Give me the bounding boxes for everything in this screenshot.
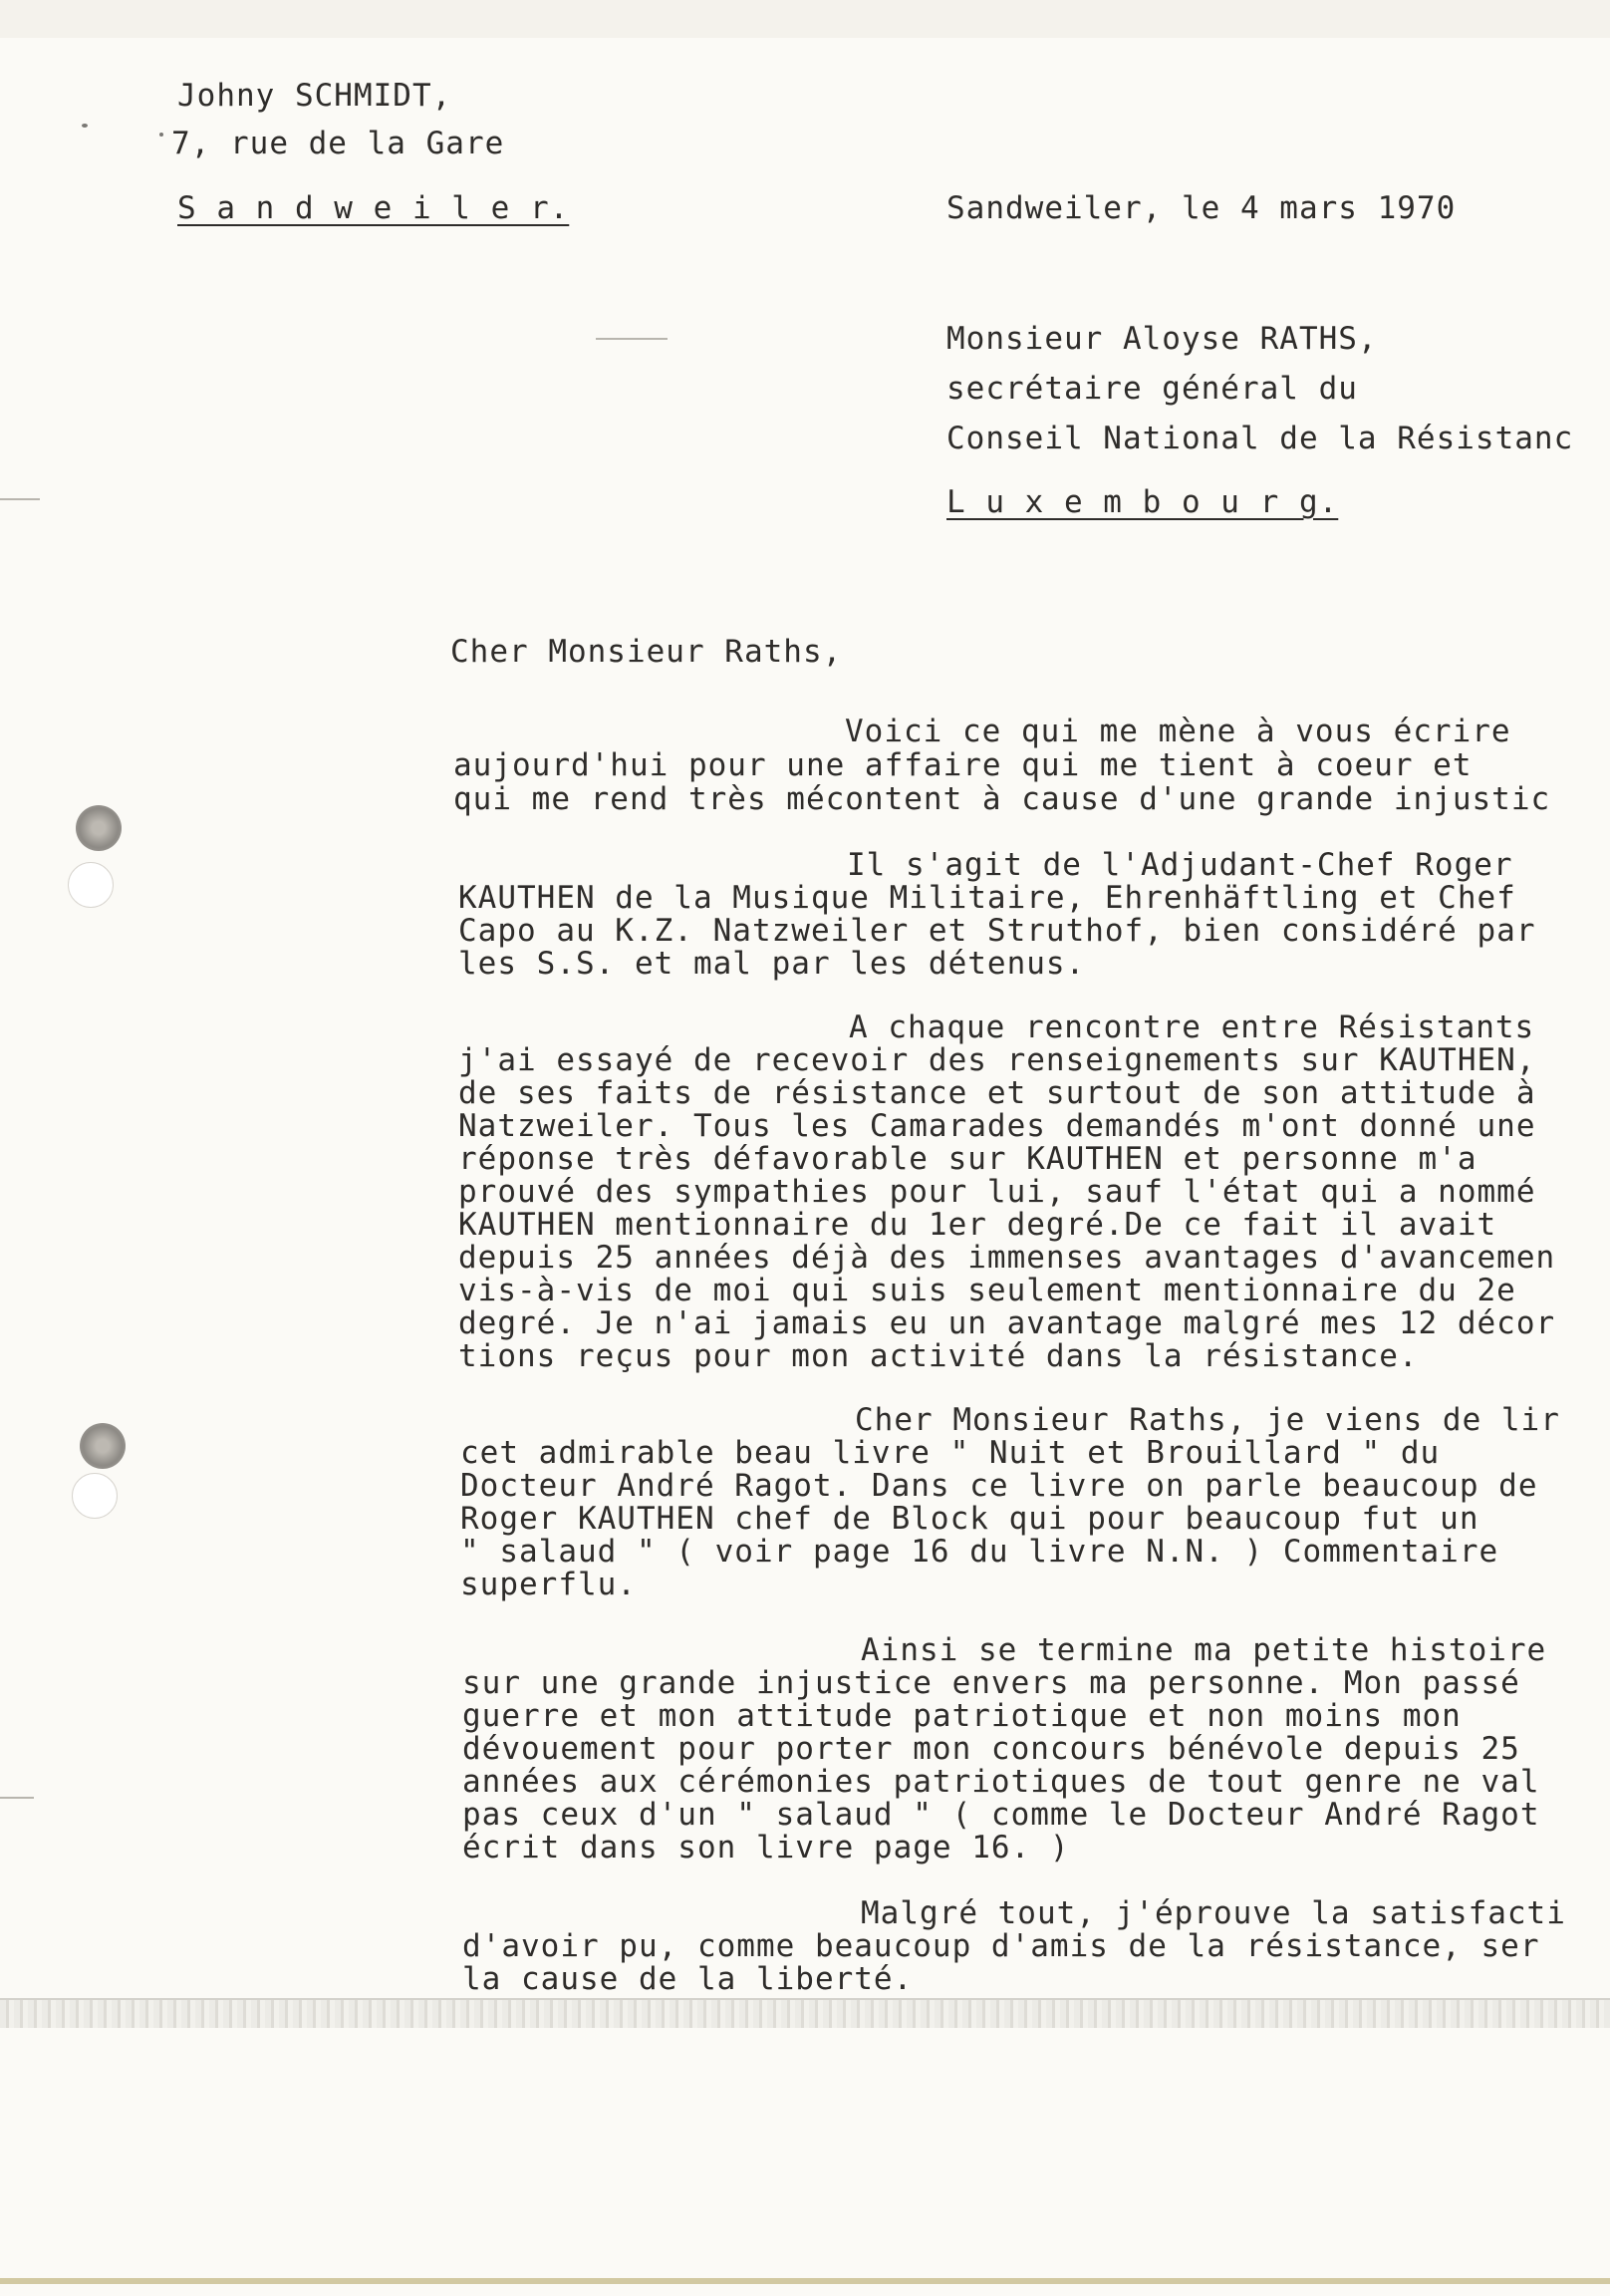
body-line: guerre et mon attitude patriotique et non moins mon [462,1698,1462,1734]
recipient-organization: Conseil National de la Résistanc [946,421,1574,456]
recipient-name: Monsieur Aloyse RATHS, [946,321,1378,357]
body-line: Voici ce qui me mène à vous écrire [845,714,1511,749]
body-line: depuis 25 années déjà des immenses avantages d'avancemen [458,1240,1556,1276]
body-line: Cher Monsieur Raths, je viens de lir [855,1402,1560,1438]
body-line: prouvé des sympathies pour lui, sauf l'état qui a nommé [458,1174,1536,1210]
page-bottom-edge [0,2278,1610,2284]
body-line: écrit dans son livre page 16. ) [462,1830,1070,1866]
body-line: Ainsi se termine ma petite histoire [861,1632,1547,1668]
body-line: d'avoir pu, comme beaucoup d'amis de la résistance, ser [462,1928,1540,1964]
margin-mark [0,1797,34,1799]
recipient-city: L u x e m b o u r g. [946,484,1339,520]
body-line: Il s'agit de l'Adjudant-Chef Roger [847,847,1513,883]
body-line: Roger KAUTHEN chef de Block qui pour beaucoup fut un [460,1501,1479,1537]
body-line: Malgré tout, j'éprouve la satisfacti [861,1895,1566,1931]
margin-mark [0,498,40,500]
body-line: superflu. [460,1567,637,1602]
ink-speck [82,124,88,128]
body-line: Natzweiler. Tous les Camarades demandés m'ont donné une [458,1108,1536,1144]
body-line: années aux cérémonies patriotiques de tout genre ne val [462,1764,1540,1800]
punch-hole [68,862,114,908]
body-line: KAUTHEN mentionnaire du 1er degré.De ce fait il avait [458,1207,1497,1243]
body-line: les S.S. et mal par les détenus. [458,946,1086,982]
body-line: réponse très défavorable sur KAUTHEN et personne m'a [458,1141,1477,1177]
body-line: A chaque rencontre entre Résistants [849,1009,1535,1045]
letter-date: Sandweiler, le 4 mars 1970 [946,190,1457,226]
body-line: la cause de la liberté. [462,1961,914,1997]
ink-speck [159,133,163,137]
sender-street: 7, rue de la Gare [171,126,505,161]
body-line: sur une grande injustice envers ma personne. Mon passé [462,1665,1520,1701]
body-line: KAUTHEN de la Musique Militaire, Ehrenhäftling et Chef [458,880,1516,916]
body-line: j'ai essayé de recevoir des renseignements sur KAUTHEN, [458,1042,1536,1078]
body-line: " salaud " ( voir page 16 du livre N.N. ) Commentaire [460,1534,1499,1570]
body-line: pas ceux d'un " salaud " ( comme le Docteur André Ragot [462,1797,1540,1833]
body-line: de ses faits de résistance et surtout de son attitude à [458,1075,1536,1111]
recipient-title: secrétaire général du [946,371,1358,407]
sender-name: Johny SCHMIDT, [177,78,452,114]
punch-hole-stain [76,805,122,851]
sender-town: S a n d w e i l e r. [177,190,570,226]
body-line: vis-à-vis de moi qui suis seulement mentionnaire du 2e [458,1273,1516,1308]
body-line: aujourd'hui pour une affaire qui me tient à coeur et [453,747,1473,783]
salutation: Cher Monsieur Raths, [450,634,843,670]
body-line: Docteur André Ragot. Dans ce livre on parle beaucoup de [460,1468,1538,1504]
body-line: Capo au K.Z. Natzweiler et Struthof, bien considéré par [458,913,1536,949]
body-line: qui me rend très mécontent à cause d'une grande injustic [453,781,1551,817]
punch-hole [72,1473,118,1519]
body-line: dévouement pour porter mon concours bénévole depuis 25 [462,1731,1520,1767]
scan-tear-strip [0,1998,1610,2028]
body-line: tions reçus pour mon activité dans la résistance. [458,1338,1419,1374]
punch-hole-stain [80,1423,126,1469]
body-line: degré. Je n'ai jamais eu un avantage malgré mes 12 décor [458,1305,1556,1341]
stray-mark [596,338,668,340]
body-line: cet admirable beau livre " Nuit et Brouillard " du [460,1435,1441,1471]
